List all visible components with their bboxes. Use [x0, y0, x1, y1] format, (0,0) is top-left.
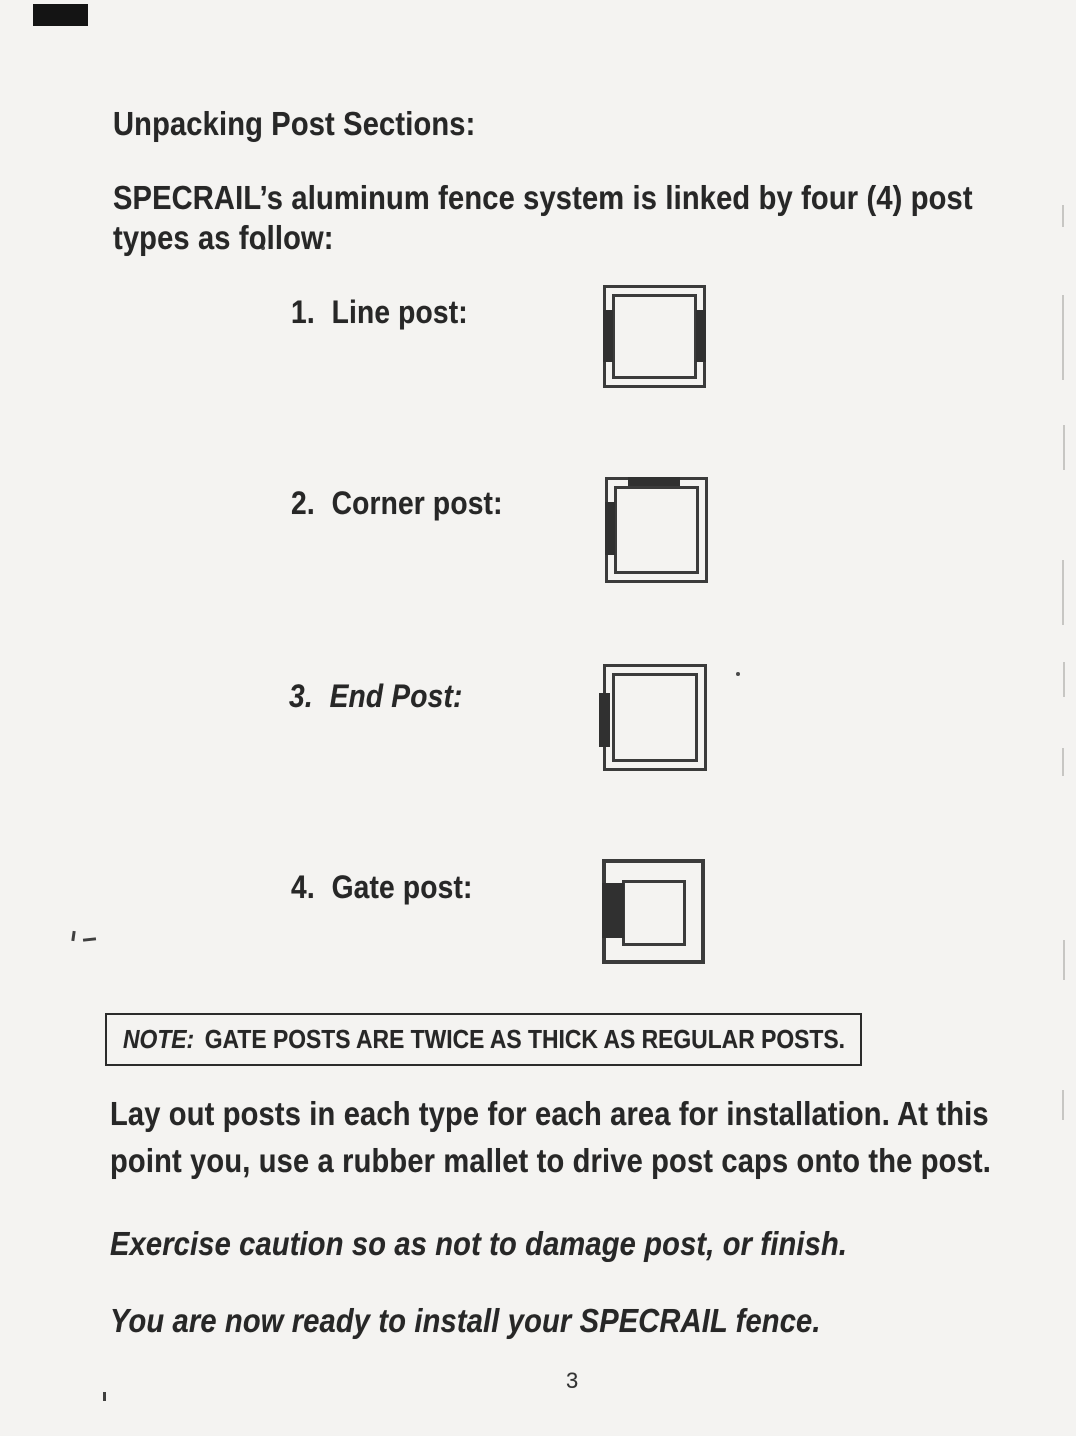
note-box	[105, 1013, 862, 1066]
diagram-inner-square	[612, 294, 697, 379]
scan-edge-mark	[1062, 560, 1064, 625]
diagram-thick-left-bar	[602, 883, 624, 938]
scan-edge-mark	[1063, 940, 1065, 980]
note-prefix: NOTE:	[123, 1024, 195, 1054]
caution-line: Exercise caution so as not to damage post, or finish.	[110, 1225, 848, 1262]
scan-edge-mark	[1063, 425, 1065, 470]
body-paragraph	[110, 1090, 991, 1184]
scan-artifact-bar	[33, 4, 88, 26]
scan-speck	[103, 1392, 106, 1401]
post-type-name: Gate post:	[331, 869, 473, 905]
scan-edge-mark	[1062, 205, 1064, 227]
intro-paragraph	[113, 178, 973, 258]
gate-post-diagram	[602, 859, 705, 964]
post-type-label-gate	[291, 869, 473, 906]
post-type-number: 1.	[291, 294, 315, 330]
scan-edge-mark	[1062, 1090, 1064, 1120]
post-type-name: End Post:	[329, 678, 463, 714]
post-type-label-end	[289, 678, 463, 715]
post-type-name: Corner post:	[331, 485, 503, 521]
diagram-left-bar	[603, 310, 613, 362]
post-type-name: Line post:	[331, 294, 468, 330]
diagram-inner-square	[614, 486, 699, 574]
note-text: GATE POSTS ARE TWICE AS THICK AS REGULAR POSTS.	[204, 1024, 845, 1054]
page-title: Unpacking Post Sections:	[113, 105, 476, 142]
body-line-2: point you, use a rubber mallet to drive post caps onto the post.	[110, 1142, 991, 1179]
post-type-number: 2.	[291, 485, 315, 521]
scan-speck	[83, 937, 96, 941]
diagram-right-bar	[696, 310, 706, 362]
body-line-1: Lay out posts in each type for each area for installation. At this	[110, 1095, 989, 1132]
post-type-number: 3.	[289, 678, 313, 714]
diagram-left-bar	[599, 693, 610, 747]
line-post-diagram	[603, 285, 706, 388]
scan-edge-mark	[1063, 662, 1065, 697]
post-type-number: 4.	[291, 869, 315, 905]
post-type-label-line	[291, 294, 468, 331]
diagram-left-bar	[605, 502, 615, 555]
scan-speck	[736, 672, 740, 676]
diagram-top-bar	[628, 477, 680, 486]
intro-line-1: SPECRAIL’s aluminum fence system is linked by four (4) post	[113, 179, 973, 216]
diagram-inner-square	[622, 880, 686, 946]
end-post-diagram	[603, 664, 707, 771]
corner-post-diagram	[605, 477, 708, 583]
note-line	[123, 1024, 845, 1055]
closing-line: You are now ready to install your SPECRAIL fence.	[110, 1302, 821, 1339]
scan-speck	[71, 931, 75, 941]
page-number: 3	[566, 1368, 579, 1393]
post-type-label-corner	[291, 485, 503, 522]
scan-edge-mark	[1062, 748, 1064, 776]
scan-edge-mark	[1062, 295, 1064, 380]
diagram-inner-square	[612, 673, 698, 762]
intro-line-2: types as follow:	[113, 219, 334, 256]
